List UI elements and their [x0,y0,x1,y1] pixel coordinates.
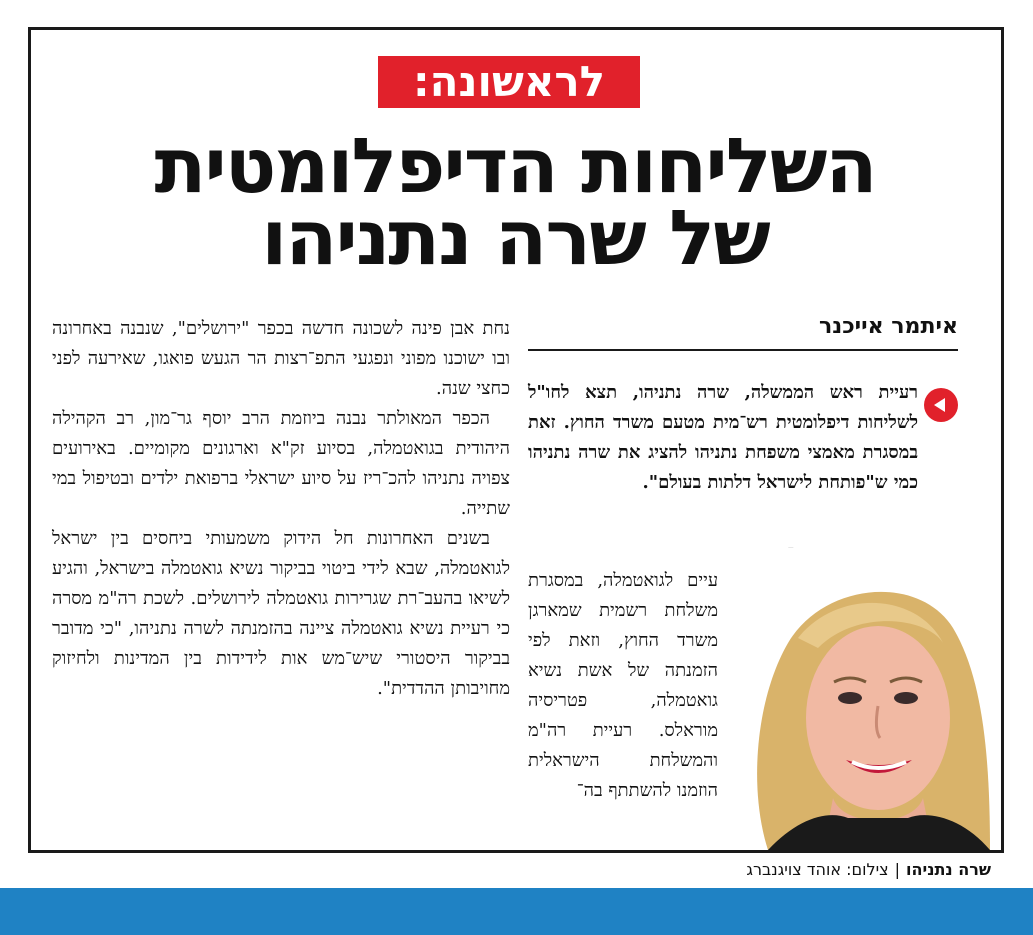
photo-caption [746,860,991,879]
bottom-color-bar [0,888,1033,935]
right-body-text: עיים לגואטמלה, במסגרת משלחת רשמית שמארגן משרד החוץ, וזאת לפי הזמנתה של אשת נשיא גואטמלה, פטריסיה מוראלס. רעיית רה"מ והמשלחת הישראלית הוזמנו להשתתף בה־ [528,570,718,801]
headline-line-2: של שרה נתניהו [261,193,769,282]
caption-photo-credit: צילום: אוהד צויגנברג [746,860,889,879]
left-paragraph-2: הכפר המאולתר נבנה ביוזמת הרב יוסף גר־מון, רב הקהילה היהודית בגואטמלה, בסיוע זק"א וארגונים מקומיים. באירועים צפויה נתניהו להכ־ריז על סיוע ישראלי ברפואת ילדים ובטיפול במי שתייה. [52,408,510,519]
left-paragraph-3: בשנים האחרונות חל הידוק משמעותי ביחסים בין ישראל לגואטמלה, שבא לידי ביטוי בביקור נשיא גואטמלה בישראל, והגיע לשיאו בהעב־רת שגרירות גואטמלה לירושלים. לשכת רה"מ מסרה כי רעיית נשיא גואטמלה ציינה בהזמנתה לשרה נתניהו, "כי מדובר בביקור היסטורי שיש־מש אות לידידות בין המדינות ולחיזוק מחויבותן ההדדית". [52,528,510,699]
lead-paragraph [528,378,918,498]
caption-separator: | [894,860,901,879]
right-column-body [528,566,718,806]
lead-text: רעיית ראש הממשלה, שרה נתניהו, תצא לחו"ל לשליחות דיפלומטית רש־מית מטעם משרד החוץ. זאת במסגרת מאמצי משפחת נתניהו להציג את שרה נתניהו כמי ש"פותחת לישראל דלתות בעולם". [528,382,918,493]
left-column-body [52,314,510,704]
left-paragraph-1: נחת אבן פינה לשכונה חדשה בכפר "ירושלים", שנבנה באחרונה ובו ישוכנו מפוני ונפגעי התפ־רצות הר הגעש פואגו, שאירעה לפני כחצי שנה. [52,318,510,399]
portrait-illustration [728,548,990,850]
portrait-photo [728,548,990,850]
kicker-label: לראשונה: [378,56,640,108]
headline-line-1: השליחות הדיפלומטית [154,121,876,210]
arrow-bullet-icon [924,388,958,422]
caption-subject-name: שרה נתניהו [906,860,991,879]
author-byline: איתמר אייכנר [528,314,958,351]
